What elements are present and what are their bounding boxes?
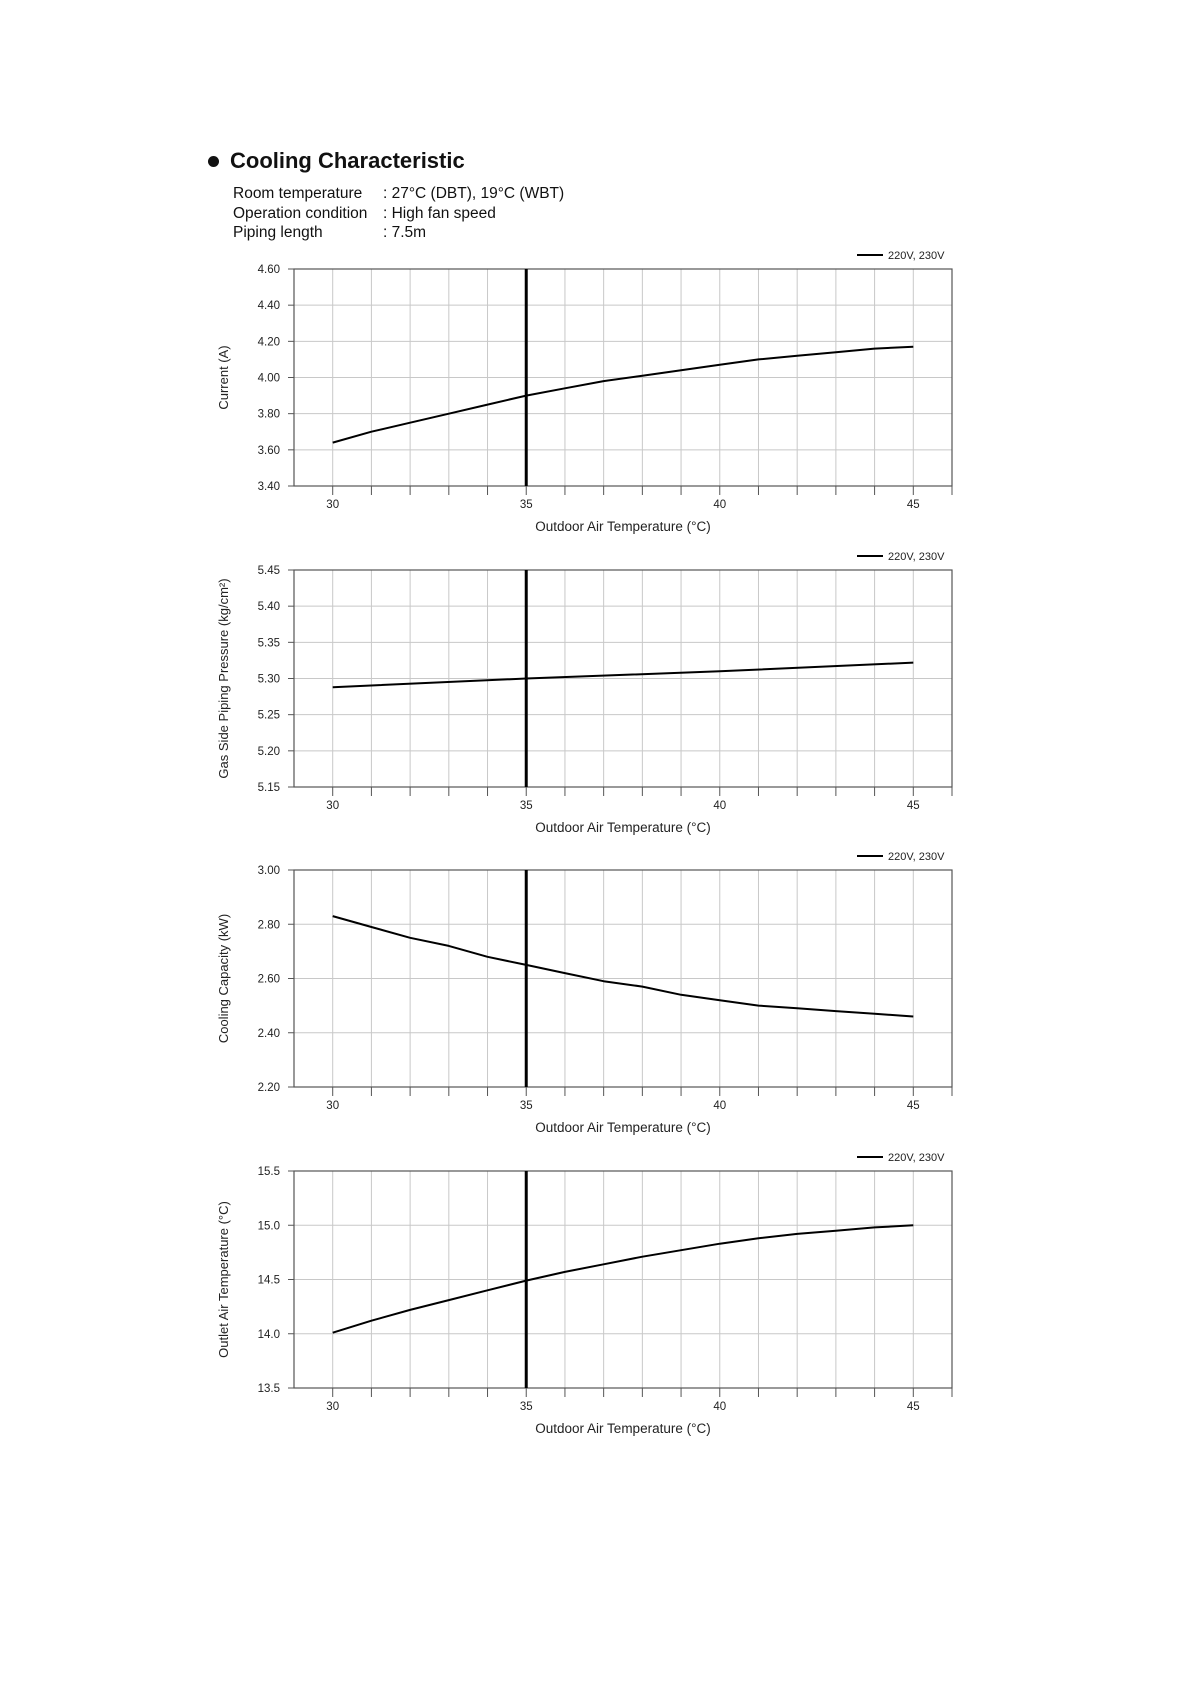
y-tick-label: 2.80: [257, 919, 280, 932]
y-axis-label: Gas Side Piping Pressure (kg/cm²): [216, 578, 231, 779]
condition-label: Room temperature: [233, 185, 363, 202]
y-tick-label: 2.40: [257, 1027, 280, 1040]
x-tick-label: 30: [326, 1100, 340, 1112]
x-axis-label: Outdoor Air Temperature (°C): [535, 519, 711, 534]
x-tick-label: 35: [519, 1401, 533, 1413]
legend-label: 220V, 230V: [888, 1152, 945, 1164]
x-tick-label: 35: [519, 499, 533, 511]
y-tick-label: 15.5: [257, 1166, 280, 1178]
y-tick-label: 3.40: [257, 481, 280, 493]
series-line: [333, 916, 914, 1016]
y-tick-label: 5.30: [257, 673, 280, 686]
chart-2: [216, 551, 952, 835]
legend-label: 220V, 230V: [888, 851, 945, 863]
legend-label: 220V, 230V: [888, 250, 945, 262]
y-tick-label: 5.25: [257, 709, 280, 722]
x-tick-label: 35: [519, 800, 533, 812]
y-tick-label: 3.60: [257, 444, 280, 457]
y-tick-label: 5.40: [257, 601, 280, 614]
chart-3: [216, 851, 952, 1135]
y-tick-label: 5.20: [257, 745, 280, 758]
x-tick-label: 40: [713, 1100, 727, 1112]
condition-value: : High fan speed: [383, 204, 496, 222]
y-axis-label: Outlet Air Temperature (°C): [216, 1201, 231, 1358]
condition-label: Piping length: [233, 224, 323, 241]
y-tick-label: 4.60: [257, 264, 280, 276]
x-tick-label: 40: [713, 800, 727, 812]
x-tick-label: 45: [906, 800, 920, 812]
y-tick-label: 5.15: [257, 782, 280, 794]
y-tick-label: 14.5: [257, 1274, 280, 1287]
x-axis-label: Outdoor Air Temperature (°C): [535, 1421, 711, 1436]
y-tick-label: 5.45: [257, 565, 280, 577]
x-tick-label: 45: [906, 499, 920, 511]
y-axis-label: Current (A): [216, 345, 231, 410]
legend-label: 220V, 230V: [888, 551, 945, 563]
y-tick-label: 15.0: [257, 1220, 280, 1233]
x-tick-label: 40: [713, 499, 727, 511]
y-tick-label: 13.5: [257, 1383, 280, 1395]
series-line: [333, 663, 914, 688]
x-tick-label: 30: [326, 800, 340, 812]
series-line: [333, 347, 914, 443]
y-tick-label: 4.40: [257, 300, 280, 313]
condition-value: : 27°C (DBT), 19°C (WBT): [383, 185, 565, 202]
condition-label: Operation condition: [233, 204, 368, 222]
y-tick-label: 14.0: [257, 1328, 280, 1341]
y-tick-label: 2.60: [257, 973, 280, 986]
page-title: Cooling Characteristic: [230, 148, 465, 173]
y-axis-label: Cooling Capacity (kW): [216, 913, 231, 1044]
x-tick-label: 35: [519, 1100, 533, 1112]
x-tick-label: 45: [906, 1100, 920, 1112]
y-tick-label: 5.35: [257, 637, 280, 650]
chart-4: [216, 1152, 952, 1436]
x-tick-label: 30: [326, 1401, 340, 1413]
x-tick-label: 40: [713, 1401, 727, 1413]
x-axis-label: Outdoor Air Temperature (°C): [535, 1120, 711, 1135]
y-tick-label: 3.00: [257, 865, 280, 877]
x-tick-label: 30: [326, 499, 340, 511]
y-tick-label: 3.80: [257, 408, 280, 421]
x-axis-label: Outdoor Air Temperature (°C): [535, 820, 711, 835]
x-tick-label: 45: [906, 1401, 920, 1413]
y-tick-label: 4.00: [257, 372, 280, 385]
y-tick-label: 4.20: [257, 336, 280, 349]
y-tick-label: 2.20: [257, 1082, 280, 1094]
chart-1: [216, 250, 952, 534]
condition-value: : 7.5m: [383, 224, 427, 241]
